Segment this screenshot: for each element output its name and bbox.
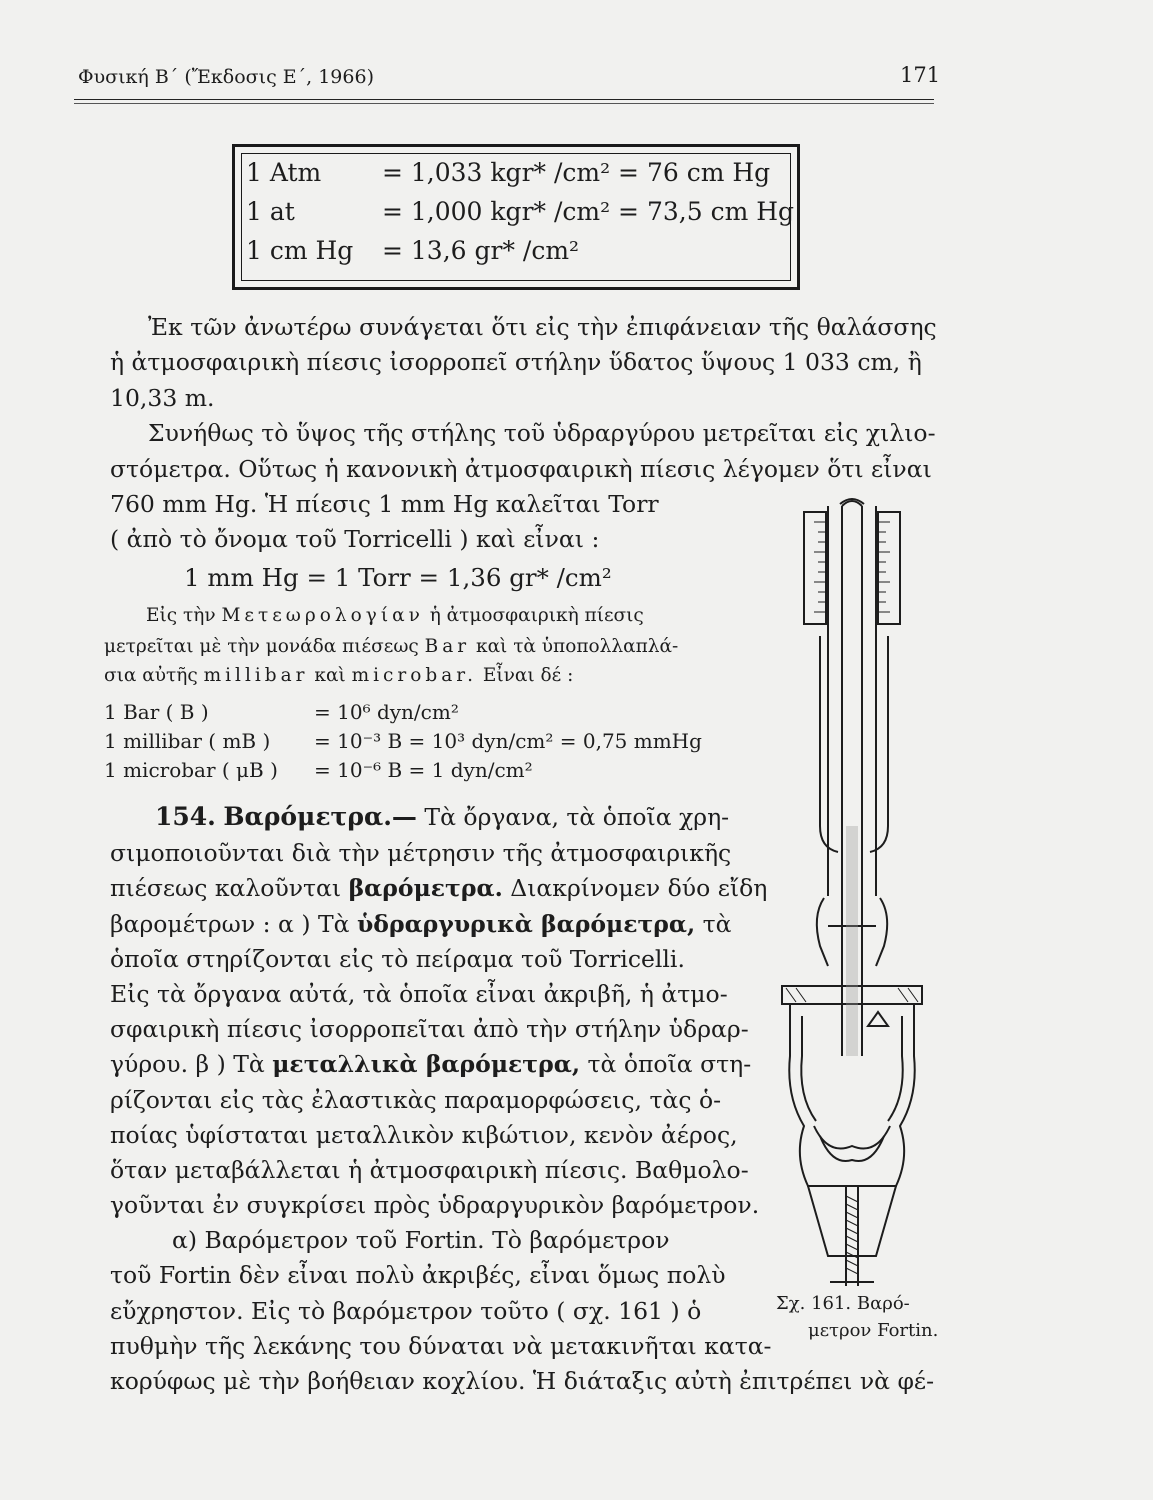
- conversion-row: 1 microbar ( μB ) = 10⁻⁶ B = 1 dyn/cm²: [104, 758, 533, 782]
- section-line: ὅταν μεταβάλλεται ἡ ἀτμοσφαιρικὴ πίεσις. Βαθμολο-: [110, 1156, 749, 1184]
- section-line: γοῦνται ἐν συγκρίσει πρὸς ὑδραργυρικὸν βαρόμετρον.: [110, 1191, 760, 1219]
- body-line: ( ἀπὸ τὸ ὄνομα τοῦ Torricelli ) καὶ εἶναι :: [110, 525, 600, 553]
- section-line: α) Βαρόμετρον τοῦ Fortin. Τὸ βαρόμετρον: [172, 1226, 670, 1254]
- section-line: εὔχρηστον. Εἰς τὸ βαρόμετρον τοῦτο ( σχ. 161 ) ὁ: [110, 1297, 702, 1325]
- formula-row: [246, 158, 770, 187]
- formula-row: [246, 197, 794, 226]
- meteorology-line: σια αὐτῆς millibar καὶ microbar. Εἶναι δέ :: [104, 665, 574, 686]
- running-title: Φυσική Β΄ (Ἔκδοσις Ε΄, 1966): [78, 66, 374, 88]
- body-line: ἡ ἀτμοσφαιρικὴ πίεσις ἰσορροπεῖ στήλην ὕδατος ὕψους 1 033 cm, ἢ: [110, 348, 922, 376]
- body-line: Συνήθως τὸ ὕψος τῆς στήλης τοῦ ὑδραργύρου μετρεῖται εἰς χιλιο-: [148, 419, 936, 447]
- meteorology-line: μετρεῖται μὲ τὴν μονάδα πιέσεως Bar καὶ τὰ ὑποπολλαπλά-: [104, 636, 679, 657]
- fortin-barometer-illustration: [768, 496, 938, 1286]
- section-line: γύρου. β ) Τὰ μεταλλικὰ βαρόμετρα, τὰ ὁποῖα στη-: [110, 1050, 752, 1078]
- figure-caption-line2: μετρον Fortin.: [808, 1320, 939, 1341]
- formula-lhs: 1 cm Hg: [246, 236, 354, 265]
- body-line: στόμετρα. Οὕτως ἡ κανονικὴ ἀτμοσφαιρικὴ πίεσις λέγομεν ὅτι εἶναι: [110, 455, 932, 483]
- formula-rhs: = 13,6 gr* /cm²: [382, 236, 580, 265]
- section-line: πιέσεως καλοῦνται βαρόμετρα. Διακρίνομεν δύο εἴδη: [110, 874, 768, 902]
- conversion-row: 1 millibar ( mB ) = 10⁻³ B = 10³ dyn/cm² = 0,75 mmHg: [104, 729, 702, 753]
- section-heading: 154. Βαρόμετρα.— Τὰ ὄργανα, τὰ ὁποῖα χρη-: [155, 802, 730, 831]
- section-line: ρίζονται εἰς τὰς ἐλαστικὰς παραμορφώσεις, τὰς ὁ-: [110, 1086, 722, 1114]
- header-rule: [74, 99, 934, 100]
- formula-lhs: 1 at: [246, 197, 295, 226]
- header-rule-secondary: [74, 103, 934, 104]
- section-line: κορύφως μὲ τὴν βοήθειαν κοχλίου. Ἡ διάταξις αὐτὴ ἐπιτρέπει νὰ φέ-: [110, 1367, 935, 1395]
- torr-formula: 1 mm Hg = 1 Torr = 1,36 gr* /cm²: [184, 563, 612, 592]
- section-line: σιμοποιοῦνται διὰ τὴν μέτρησιν τῆς ἀτμοσφαιρικῆς: [110, 839, 732, 867]
- body-line: 10,33 m.: [110, 384, 215, 412]
- section-line: πυθμὴν τῆς λεκάνης του δύναται νὰ μετακινῆται κατα-: [110, 1332, 772, 1360]
- formula-rhs: = 1,033 kgr* /cm² = 76 cm Hg: [382, 158, 771, 187]
- conversion-row: 1 Bar ( B ) = 10⁶ dyn/cm²: [104, 700, 459, 724]
- page-number: 171: [900, 63, 941, 87]
- section-line: σφαιρικὴ πίεσις ἰσορροπεῖται ἀπὸ τὴν στήλην ὑδραρ-: [110, 1015, 749, 1043]
- section-number: 154.: [155, 802, 216, 831]
- section-line: τοῦ Fortin δὲν εἶναι πολὺ ἀκριβές, εἶναι ὅμως πολὺ: [110, 1261, 726, 1289]
- formula-row: [246, 236, 579, 265]
- body-line: Ἐκ τῶν ἀνωτέρω συνάγεται ὅτι εἰς τὴν ἐπιφάνειαν τῆς θαλάσσης: [148, 313, 937, 341]
- figure-caption-line1: Σχ. 161. Βαρό-: [776, 1293, 910, 1314]
- section-line: ὁποῖα στηρίζονται εἰς τὸ πείραμα τοῦ Torricelli.: [110, 945, 685, 973]
- section-line: ποίας ὑφίσταται μεταλλικὸν κιβώτιον, κενὸν ἀέρος,: [110, 1121, 738, 1149]
- section-line: βαρομέτρων : α ) Τὰ ὑδραργυρικὰ βαρόμετρα, τὰ: [110, 910, 732, 938]
- section-line: Εἰς τὰ ὄργανα αὐτά, τὰ ὁποῖα εἶναι ἀκριβῆ, ἡ ἀτμο-: [110, 980, 728, 1008]
- body-line: 760 mm Hg. Ἡ πίεσις 1 mm Hg καλεῖται Torr: [110, 490, 659, 518]
- formula-rhs: = 1,000 kgr* /cm² = 73,5 cm Hg: [382, 197, 795, 226]
- meteorology-line: Εἰς τὴν Μετεωρολογίαν ἡ ἀτμοσφαιρικὴ πίεσις: [146, 605, 644, 626]
- section-title: Βαρόμετρα.—: [223, 802, 417, 831]
- formula-lhs: 1 Atm: [246, 158, 322, 187]
